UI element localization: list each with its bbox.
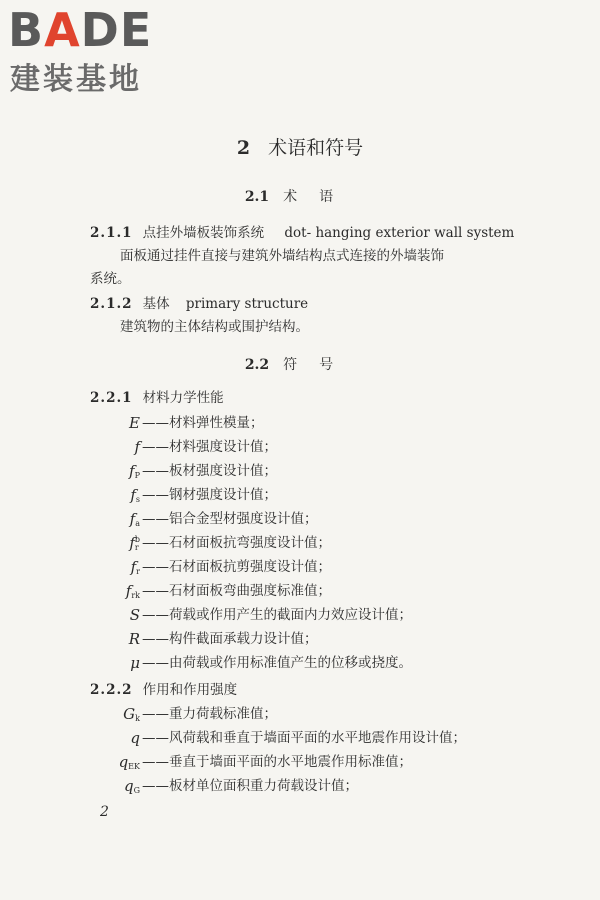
symbol: q EK	[118, 753, 140, 771]
symbol-row	[0, 752, 600, 772]
symbol-definition: ——风荷载和垂直于墙面平面的水平地震作用设计值；	[142, 730, 466, 746]
page-number: 2	[100, 804, 109, 820]
section-heading-terms: 2.1 术语	[244, 189, 356, 205]
symbol-definition: ——材料弹性模量；	[142, 415, 264, 431]
symbol: f r	[130, 558, 140, 576]
symbol-definition: ——钢材强度设计值；	[142, 487, 277, 503]
symbol: S	[129, 606, 140, 624]
symbol-definition: ——重力荷载标准值；	[142, 706, 277, 722]
term-2-1-2-desc: 建筑物的主体结构或围护结构。	[120, 319, 309, 335]
chapter-number: 2	[236, 137, 251, 159]
term-2-1-2: 2.1.2 基体 primary structure	[90, 296, 309, 312]
symbol-definition: ——由荷载或作用标准值产生的位移或挠度。	[142, 655, 412, 671]
symbol: R	[128, 630, 140, 648]
symbol: f rk	[125, 582, 140, 600]
symbol-row	[0, 605, 600, 625]
symbol-definition: ——材料强度设计值；	[142, 439, 277, 455]
symbol: f a	[129, 510, 140, 528]
symbol-definition: ——石材面板弯曲强度标准值；	[142, 583, 331, 599]
symbol: E	[129, 414, 140, 432]
symbol-row	[0, 413, 600, 433]
symbol-definition: ——垂直于墙面平面的水平地震作用标准值；	[142, 754, 412, 770]
symbol: q G	[124, 777, 140, 795]
symbol-row	[0, 704, 600, 724]
section-heading-symbols: 2.2 符号	[244, 357, 356, 373]
symbol-definition: ——构件截面承载力设计值；	[142, 631, 318, 647]
symbol-row	[0, 485, 600, 505]
symbol-row	[0, 728, 600, 748]
chapter-heading	[0, 135, 600, 161]
logo-subtitle: 建装基地	[10, 62, 142, 97]
symbol-definition: ——板材强度设计值；	[142, 463, 277, 479]
symbol-definition: ——石材面板抗弯强度设计值；	[142, 535, 331, 551]
symbol-definition: ——铝合金型材强度设计值；	[142, 511, 318, 527]
term-2-1-1: 2.1.1 点挂外墙板装饰系统 dot- hanging exterior wall system	[90, 225, 515, 241]
symbol-row	[0, 653, 600, 673]
symbol-row	[0, 533, 600, 553]
symbol: μ	[130, 654, 140, 672]
symbol-row	[0, 557, 600, 577]
symbol: f P	[129, 462, 140, 480]
symbol-definition: ——板材单位面积重力荷载设计值；	[142, 778, 358, 794]
symbol-definition: ——石材面板抗剪强度设计值；	[142, 559, 331, 575]
symbol-row	[0, 509, 600, 529]
symbol: q	[130, 729, 140, 747]
brand-logo	[8, 4, 178, 102]
symbol-definition: ——荷载或作用产生的截面内力效应设计值；	[142, 607, 412, 623]
chapter-title: 术语和符号	[268, 137, 364, 159]
symbol-row	[0, 776, 600, 796]
term-2-1-1-desc1: 面板通过挂件直接与建筑外墙结构点式连接的外墙装饰	[120, 248, 444, 264]
symbol: G k	[123, 705, 140, 723]
symbol: f b r	[129, 534, 140, 552]
term-2-1-1-desc2: 系统。	[90, 271, 131, 287]
subsection-2-2-1: 2.2.1 材料力学性能	[90, 390, 224, 406]
symbol-row	[0, 461, 600, 481]
logo-wordmark: BADE	[8, 3, 153, 57]
symbol: f s	[130, 486, 140, 504]
symbol-row	[0, 581, 600, 601]
subsection-2-2-2: 2.2.2 作用和作用强度	[90, 682, 238, 698]
symbol-row	[0, 629, 600, 649]
symbol-row	[0, 437, 600, 457]
symbol: f	[134, 438, 140, 456]
